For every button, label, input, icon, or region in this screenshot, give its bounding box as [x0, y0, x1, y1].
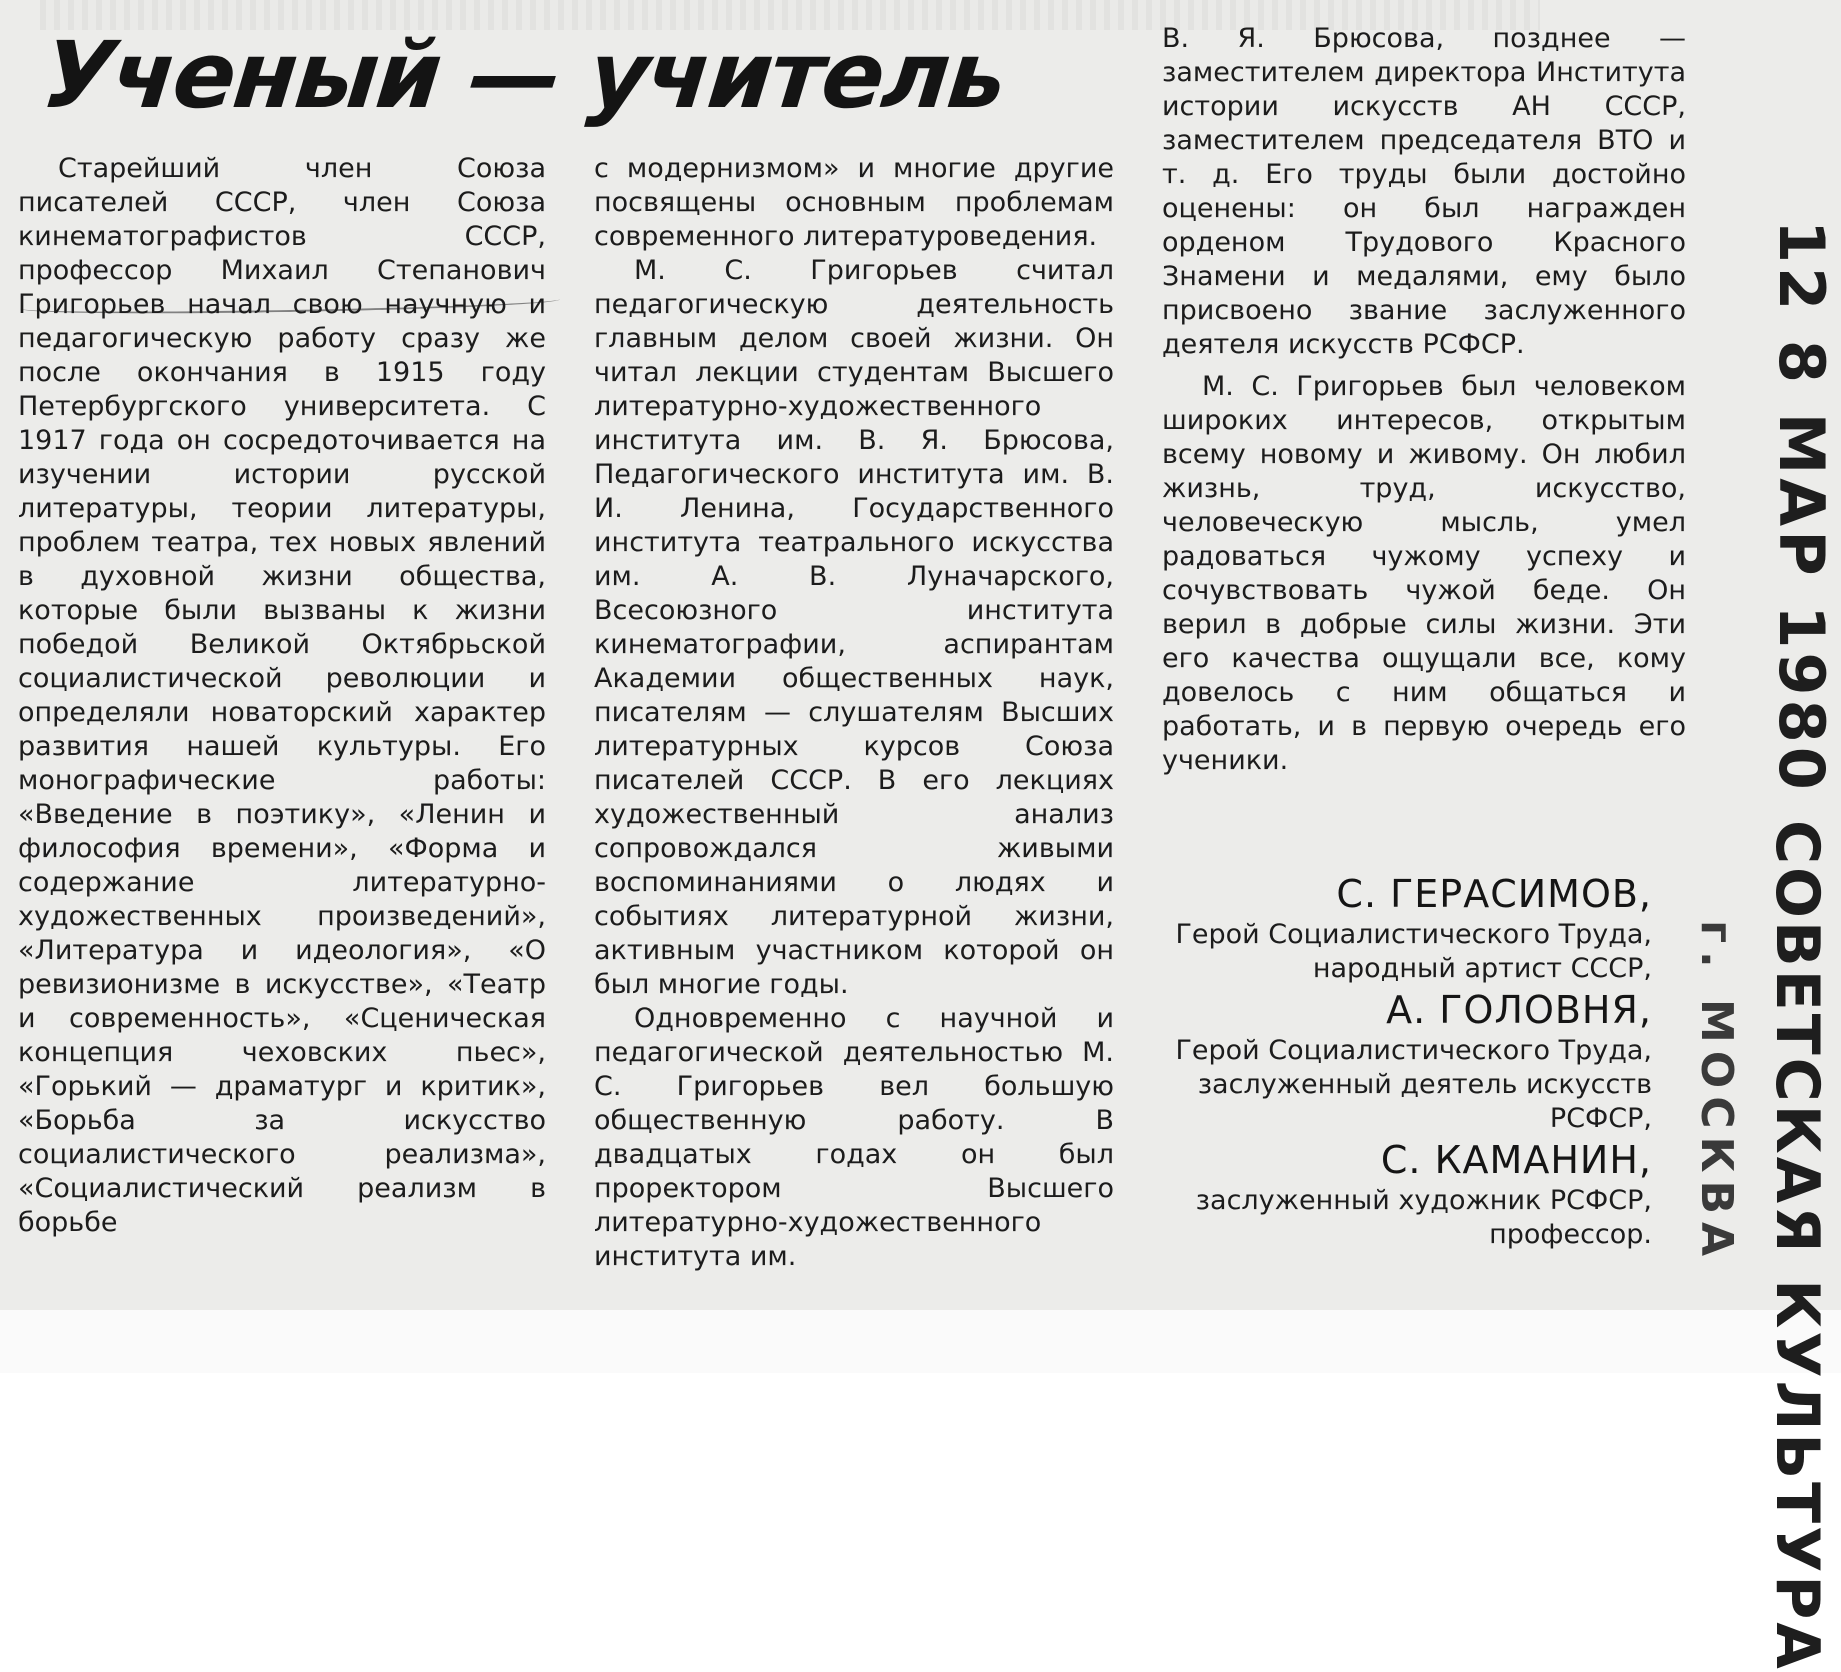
paragraph: М. С. Григорьев считал педагогическую деятельность главным делом своей жизни. Он читал лекции студентам Высшего литературно-художественного института им. В. Я. Брюсова, Педагогического института им. В. И. Ленина, Государственного института театрального искусства им. А. В. Луначарского, Всесоюзного института кинематографии, аспирантам Академии общественных наук, писателям — слушателям Высших литературных курсов Союза писателей СССР. В его лекциях художественный анализ сопровождался живыми воспоминаниями о людях и событиях литературной жизни, активным участником которой он был многие годы. — [594, 255, 1114, 1000]
paragraph: В. Я. Брюсова, позднее — заместителем директора Института истории искусств АН СССР, заместителем председателя ВТО и т. д. Его труды были достойно оценены: он был награжден орденом Трудового Красного Знамени и медалями, ему было присвоено звание заслуженного деятеля искусств РСФСР. — [1162, 23, 1686, 360]
column-1 — [18, 152, 546, 1240]
paragraph: Старейший член Союза писателей СССР, член Союза кинематографистов СССР, профессор Михаил Степанович Григорьев начал свою научную и педагогическую работу сразу же после окончания в 1915 году Петербургского университета. С 1917 года он сосредоточивается на изучении истории русской литературы, теории литературы, проблем театра, тех новых явлений в духовной жизни общества, которые были вызваны к жизни победой Великой Октябрьской социалистической революции и определяли новаторский характер развития нашей культуры. Его монографические работы: «Введение в поэтику», «Ленин и философия времени», «Форма и содержание литературно-художественных произведений», «Литература и идеология», «О ревизионизме в искусстве», «Театр и современность», «Сценическая концепция чеховских пьес», «Горький — драматург и критик», «Борьба за искусство социалистического реализма», «Социалистический реализм в борьбе — [18, 153, 546, 1238]
paragraph: М. С. Григорьев был человеком широких интересов, открытым всему новому и живому. Он любил жизнь, труд, искусство, человеческую мысль, умел радоваться чужому успеху и сочувствовать чужой беде. Он верил в добрые силы жизни. Эти его качества ощущали все, кому довелось с ним общаться и работать, и в первую очередь его ученики. — [1162, 371, 1686, 776]
signature-name: С. ГЕРАСИМОВ, — [1336, 872, 1652, 916]
clipping-stamp — [1691, 200, 1838, 1672]
column-3 — [1162, 22, 1686, 778]
signature-name: А. ГОЛОВНЯ, — [1386, 988, 1652, 1032]
stamp-newspaper: СОВЕТСКАЯ КУЛЬТУРА — [1762, 820, 1832, 1672]
article-title: Ученый — учитель — [38, 22, 1010, 129]
stamp-city: г. МОСКВА — [1691, 920, 1742, 1265]
signature-name: С. КАМАНИН, — [1380, 1138, 1652, 1182]
paragraph: Одновременно с научной и педагогической деятельностью М. С. Григорьев вел большую общественную работу. В двадцатых годах он был проректором Высшего литературно-художественного института им. — [594, 1003, 1114, 1272]
signatures-block — [1162, 870, 1652, 1252]
stamp-date: 12 8 МАР 1980 — [1765, 220, 1838, 794]
signature-role: Герой Социалистического Труда, народный артист СССР, — [1175, 919, 1652, 984]
signature-role: Герой Социалистического Труда, заслуженный деятель искусств РСФСР, — [1175, 1035, 1652, 1134]
signature-role: заслуженный художник РСФСР, профессор. — [1195, 1185, 1652, 1250]
paragraph: с модернизмом» и многие другие посвящены основным проблемам современного литературоведения. — [594, 153, 1114, 252]
column-2 — [594, 152, 1114, 1274]
scan-margin — [0, 1310, 1841, 1373]
